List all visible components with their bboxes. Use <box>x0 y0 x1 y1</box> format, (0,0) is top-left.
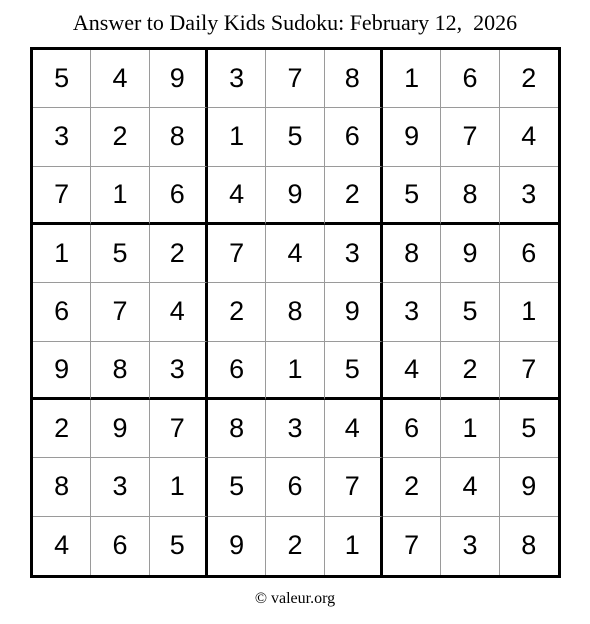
sudoku-cell: 9 <box>383 108 441 166</box>
sudoku-cell: 9 <box>208 517 266 575</box>
sudoku-cell: 2 <box>441 342 499 400</box>
sudoku-cell: 8 <box>33 458 91 516</box>
sudoku-cell: 5 <box>208 458 266 516</box>
sudoku-cell: 8 <box>325 50 383 108</box>
sudoku-board <box>30 47 561 578</box>
sudoku-cell: 6 <box>500 225 558 283</box>
sudoku-cell: 1 <box>150 458 208 516</box>
sudoku-cell: 6 <box>33 283 91 341</box>
sudoku-cell: 7 <box>208 225 266 283</box>
sudoku-cell: 4 <box>441 458 499 516</box>
sudoku-cell: 8 <box>150 108 208 166</box>
sudoku-cell: 7 <box>91 283 149 341</box>
sudoku-cell: 6 <box>266 458 324 516</box>
sudoku-cell: 4 <box>91 50 149 108</box>
sudoku-cell: 2 <box>266 517 324 575</box>
sudoku-cell: 6 <box>383 400 441 458</box>
page-title: Answer to Daily Kids Sudoku: February 12, 2026 <box>72 10 518 35</box>
sudoku-cell: 9 <box>325 283 383 341</box>
sudoku-cell: 7 <box>500 342 558 400</box>
sudoku-cell: 1 <box>266 342 324 400</box>
sudoku-cell: 2 <box>150 225 208 283</box>
sudoku-cell: 3 <box>441 517 499 575</box>
sudoku-cell: 8 <box>521 530 537 561</box>
sudoku-cell: 6 <box>325 108 383 166</box>
sudoku-cell: 3 <box>33 108 91 166</box>
sudoku-cell: 7 <box>325 458 383 516</box>
sudoku-cell: 9 <box>441 225 499 283</box>
sudoku-cell: 4 <box>150 283 208 341</box>
sudoku-cell: 9 <box>266 167 324 225</box>
sudoku-cell: 5 <box>33 50 91 108</box>
sudoku-cell: 2 <box>208 283 266 341</box>
sudoku-cell: 8 <box>266 283 324 341</box>
sudoku-cell: 7 <box>441 108 499 166</box>
sudoku-cell: 8 <box>91 342 149 400</box>
sudoku-cell: 3 <box>383 283 441 341</box>
sudoku-cell: 4 <box>266 225 324 283</box>
sudoku-cell: 4 <box>208 167 266 225</box>
sudoku-cell: 7 <box>150 400 208 458</box>
sudoku-cell: 1 <box>325 517 383 575</box>
sudoku-cell: 8 <box>441 167 499 225</box>
sudoku-cell: 5 <box>91 225 149 283</box>
sudoku-cell: 6 <box>441 50 499 108</box>
sudoku-cell: 4 <box>500 108 558 166</box>
sudoku-cell: 9 <box>500 458 558 516</box>
sudoku-cell: 2 <box>500 50 558 108</box>
sudoku-cell: 4 <box>325 400 383 458</box>
copyright-footer: © valeur.org <box>254 590 336 607</box>
sudoku-cell: 4 <box>383 342 441 400</box>
sudoku-cell: 3 <box>208 50 266 108</box>
sudoku-cell: 2 <box>91 108 149 166</box>
sudoku-cell: 5 <box>150 517 208 575</box>
sudoku-cell: 6 <box>150 167 208 225</box>
sudoku-cell: 9 <box>150 50 208 108</box>
sudoku-cell: 5 <box>325 342 383 400</box>
sudoku-cell: 1 <box>383 50 441 108</box>
sudoku-cell: 7 <box>33 167 91 225</box>
sudoku-cell: 1 <box>441 400 499 458</box>
sudoku-cell: 3 <box>266 400 324 458</box>
sudoku-cell: 4 <box>33 517 91 575</box>
sudoku-cell: 5 <box>266 108 324 166</box>
sudoku-cell: 5 <box>441 283 499 341</box>
sudoku-cell: 7 <box>383 517 441 575</box>
sudoku-cell: 3 <box>150 342 208 400</box>
sudoku-cell: 1 <box>91 167 149 225</box>
sudoku-cell: 3 <box>325 225 383 283</box>
sudoku-cell: 9 <box>33 342 91 400</box>
sudoku-cell: 5 <box>383 167 441 225</box>
sudoku-cell: 9 <box>91 400 149 458</box>
sudoku-cell: 3 <box>91 458 149 516</box>
sudoku-cell: 2 <box>33 400 91 458</box>
sudoku-cell: 6 <box>208 342 266 400</box>
sudoku-cell: 3 <box>500 167 558 225</box>
sudoku-cell: 6 <box>91 517 149 575</box>
sudoku-cell: 8 <box>208 400 266 458</box>
sudoku-cell: 5 <box>500 400 558 458</box>
sudoku-cell: 2 <box>325 167 383 225</box>
sudoku-cell: 1 <box>500 283 558 341</box>
sudoku-cell: 1 <box>33 225 91 283</box>
sudoku-cell: 8 <box>383 225 441 283</box>
sudoku-cell: 1 <box>208 108 266 166</box>
sudoku-cell: 7 <box>266 50 324 108</box>
sudoku-cell: 2 <box>383 458 441 516</box>
